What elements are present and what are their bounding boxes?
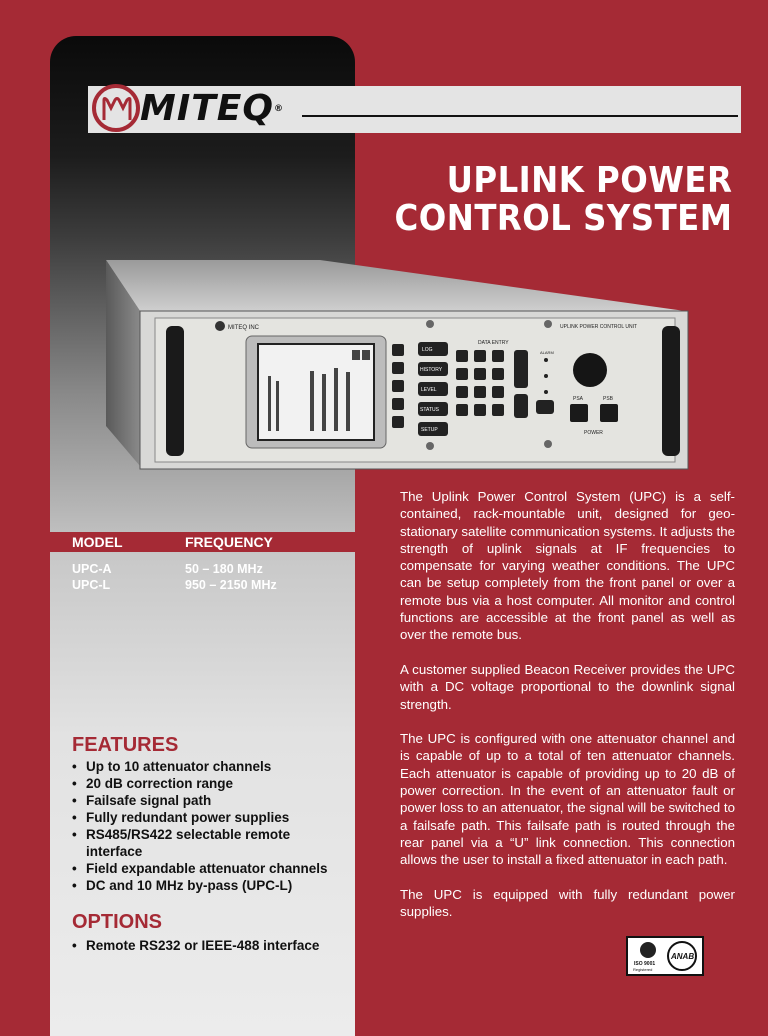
model-header: MODEL (72, 534, 123, 550)
list-item: • RS485/RS422 selectable remote interface (72, 826, 306, 860)
list-item: • Failsafe signal path (72, 792, 342, 809)
right-handle-icon (662, 326, 680, 456)
model-table-header (50, 532, 355, 552)
options-heading: OPTIONS (72, 911, 163, 933)
device-photo (100, 256, 694, 471)
page-title (357, 162, 732, 238)
model-name: UPC-L (72, 578, 111, 592)
psb-label: PSB (603, 396, 614, 402)
unit-label: UPLINK POWER CONTROL UNIT (560, 324, 638, 330)
psa-switch-icon (570, 404, 588, 422)
device-top (106, 260, 685, 311)
list-item: • Fully redundant power supplies (72, 809, 342, 826)
data-entry-label: DATA ENTRY (478, 340, 509, 346)
list-item: • DC and 10 MHz by-pass (UPC-L) (72, 877, 342, 894)
list-item: • 20 dB correction range (72, 775, 342, 792)
registered-label: Registered (633, 967, 653, 972)
maker-label: MITEQ INC (228, 325, 259, 331)
model-frequency: 950 – 2150 MHz (185, 578, 277, 592)
left-handle-icon (166, 326, 184, 456)
list-item: • Remote RS232 or IEEE-488 interface (72, 937, 342, 954)
menu-key-status: STATUS (420, 407, 439, 413)
maker-badge-icon (215, 321, 225, 331)
logo-rule (302, 115, 738, 117)
paragraph: The UPC is equipped with fully redundant power supplies. (400, 886, 735, 920)
logo-text: MITEQ (140, 88, 274, 129)
title-line-1: UPLINK POWER (446, 160, 732, 201)
certification-badges (626, 936, 704, 976)
paragraph: The Uplink Power Control System (UPC) is a self-contained, rack-mountable unit, designed for geo-stationary satellite communication systems. It adjusts the strength of uplink signals at IF frequencies to compensate for varying weather conditions. The UPC can be setup completely from the front panel or over a remote bus via a host computer. All monitor and control functions are accessible at the front panel as well as over the remote bus. (400, 489, 735, 643)
registered-mark: ® (273, 104, 284, 114)
features-heading: FEATURES (72, 734, 179, 756)
power-label: POWER (584, 430, 603, 436)
paragraph: The UPC is configured with one attenuator channel and is capable of up to a total of ten attenuator channels. Each attenuator is capable of providing up to 20 dB of power correction. In the event of an attenuator fault or power loss to an attenuator, the signal will be switched to a failsafe path. This failsafe path is routed through the rear panel via a “U” link connection. This connection allows the user to install a fixed attenuator in each path. (400, 731, 735, 868)
front-plate (155, 318, 675, 462)
menu-key-level: LEVEL (421, 387, 437, 393)
options-list (72, 937, 342, 954)
list-item: • Field expandable attenuator channels (72, 860, 342, 877)
menu-key-log: LOG (422, 347, 433, 353)
menu-key-setup: SETUP (421, 427, 438, 433)
frequency-header: FREQUENCY (185, 534, 273, 550)
iso-label: ISO 9001 (634, 961, 656, 967)
body-text (400, 488, 735, 938)
model-name: UPC-A (72, 562, 112, 576)
psb-switch-icon (600, 404, 618, 422)
features-list (72, 758, 342, 894)
control-knob-icon (573, 353, 607, 387)
anab-label: ANAB (671, 952, 695, 961)
iso-seal-icon (640, 942, 656, 958)
title-line-2: CONTROL SYSTEM (394, 198, 732, 239)
menu-key-history: HISTORY (420, 367, 443, 373)
alarm-label: ALARM (540, 350, 554, 355)
list-item: • Up to 10 attenuator channels (72, 758, 342, 775)
psa-label: PSA (573, 396, 584, 402)
paragraph: A customer supplied Beacon Receiver provides the UPC with a DC voltage proportional to the downlink signal strength. (400, 661, 735, 712)
model-frequency: 50 – 180 MHz (185, 562, 263, 576)
logo-wordmark (140, 89, 284, 129)
miteq-logo-icon (92, 84, 140, 132)
